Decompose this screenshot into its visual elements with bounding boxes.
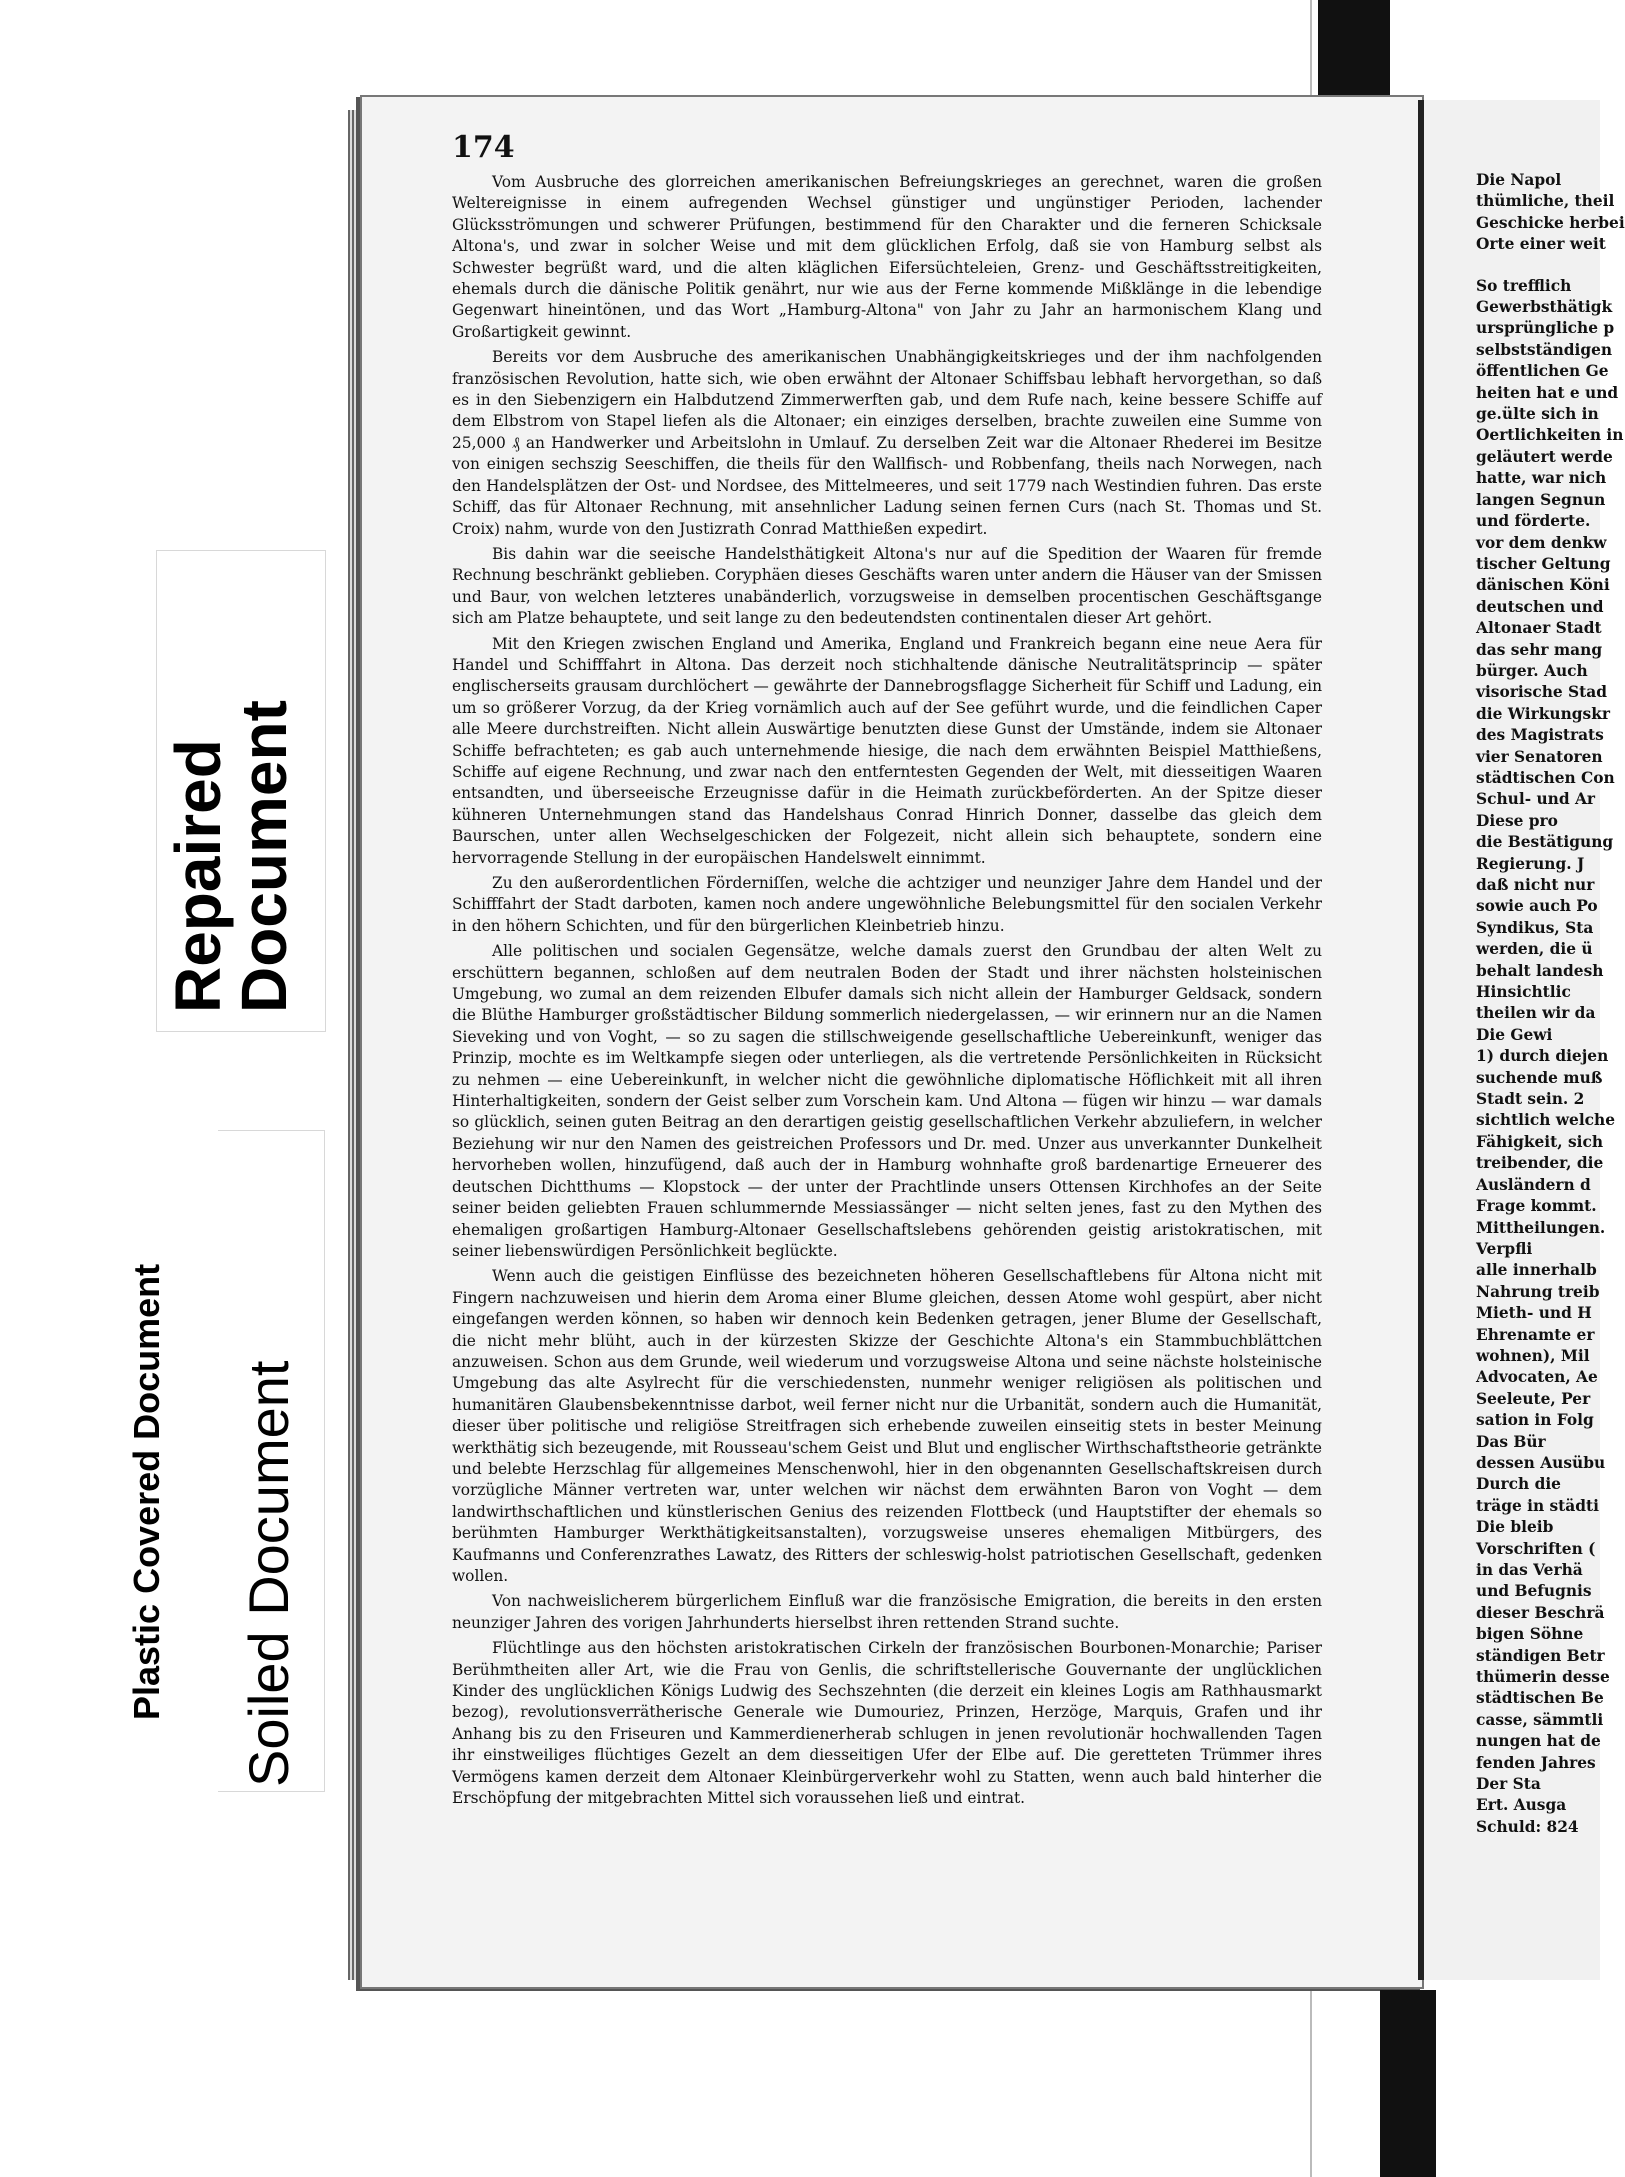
right-page-line: städtischen Con xyxy=(1476,768,1615,787)
right-page-line: deutschen und xyxy=(1476,597,1604,616)
repaired-document-tab xyxy=(156,550,326,1032)
right-page-line: Der Sta xyxy=(1476,1775,1541,1794)
right-page-line: sation in Folg xyxy=(1476,1411,1594,1430)
right-page-line: Ehrenamte er xyxy=(1476,1325,1595,1344)
right-page-line: Syndikus, Sta xyxy=(1476,918,1594,937)
right-page-line: die Bestätigung xyxy=(1476,833,1614,852)
right-page-line: hatte, war nich xyxy=(1476,469,1607,488)
right-page-line xyxy=(1476,256,1600,276)
soiled-document-label: Soiled Document xyxy=(237,1360,300,1787)
right-page-line: wohnen), Mil xyxy=(1476,1346,1590,1365)
right-page-line: treibender, die xyxy=(1476,1154,1604,1173)
right-page-line: Verpfli xyxy=(1476,1239,1533,1258)
right-page-line: Durch die xyxy=(1476,1475,1561,1494)
right-page-line: öffentlichen Ge xyxy=(1476,362,1609,381)
paragraph: Wenn auch die geistigen Einflüsse des bezeichneten höheren Gesellschaftlebens für Altona nicht mit Fingern nachzuweisen und hierin dem Aroma einer Blume gleichen, dessen Atome wohl gespürt, aber nicht eingefangen werden können, so haben wir dennoch kein Bedenken getragen, jener Blume der Gesellschaft, die nicht mehr blüht, auch in der kürzesten Skizze der Geschichte Altona's ein Stammbuchblättchen anzuweisen. Schon aus dem Grunde, weil wiederum und vorzugsweise Altona und seine nächste holsteinische Umgebung das alte Asylrecht für die verschiedensten, nunmehr weniger religiösen als politischen und humanitären Glaubensbekenntnisse darbot, weil ferner nicht nur die Urbanität, sondern auch die Humanität, dieser über politische und religiöse Streitfragen sich erhebende zuweilen einseitig stets in bester Meinung werkthätig sich bezeugende, mit Rousseau'schem Geist und Blut und englischer Wirthschaftstheorie getränkte und belebte Herzschlag für allgemeines Menschenwohl, hier in den obgenannten Gesellschaftskreisen durch vorzügliche Männer vertreten war, unter welchen wir nächst dem erwähnten Baron von Voght — dem landwirthschaftlichen und künstlerischen Genius des reizenden Flottbeck (und Hauptstifter der ehemals so berühmten Hamburger Werkthätigkeitsanstalten), vorzugsweise unseres ehemaligen Mitbürgers, des Kaufmanns und Conferenzrathes Lawatz, des Ritters der schleswig-holst patriotischen Gesellschaft, gedenken wollen. xyxy=(452,1267,1322,1585)
right-page-line: Stadt sein. 2 xyxy=(1476,1090,1585,1109)
right-page-line: 1) durch diejen xyxy=(1476,1047,1609,1066)
right-page-line: in das Verhä xyxy=(1476,1561,1583,1579)
right-page-line: heiten hat e und xyxy=(1476,383,1619,402)
right-page-line: träge in städti xyxy=(1476,1496,1599,1515)
paragraph: Zu den außerordentlichen Förderniſſen, welche die achtziger und neunziger Jahre dem Handel und der Schifffahrt der Stadt darboten, kamen noch andere ungewöhnliche Belebungsmittel für den socialen Verkehr in den höhern Schichten, und für den bürgerlichen Kleinbetrieb hinzu. xyxy=(452,874,1322,935)
right-page-line: Die Gewi xyxy=(1476,1025,1553,1044)
right-page-line: Nahrung treib xyxy=(1476,1282,1600,1301)
right-page-line: Mittheilungen. xyxy=(1476,1218,1606,1237)
right-page-line: langen Segnun xyxy=(1476,490,1606,509)
right-page-line: ständigen Betr xyxy=(1476,1646,1605,1665)
right-page-line: Ausländern d xyxy=(1476,1175,1591,1194)
right-page-line: Altonaer Stadt xyxy=(1476,619,1602,638)
right-page-line: Regierung. J xyxy=(1476,854,1585,873)
right-page-line: Ert. Ausga xyxy=(1476,1796,1567,1815)
right-page-line: thümerin desse xyxy=(1476,1668,1610,1687)
paragraph: Mit den Kriegen zwischen England und Amerika, England und Frankreich begann eine neue Aera für Handel und Schifffahrt in Altona. Das derzeit noch stichhaltende dänische Neutralitätsprincip — später englischerseits grausam durchlöchert — gewährte der Dannebrogsflagge Sicherheit für Schiff und Ladung, ein um so größerer Vorzug, da der Krieg vornämlich auch auf der See geführt wurde, und die feindlichen Caper alle Meere durchstreiften. Nicht allein Auswärtige benutzten diese Gunst der Umstände, indem sie Altonaer Schiffe befrachteten; es gab auch unternehmende hiesige, die nach dem erwähnten Beispiel Matthießens, Schiffe auf eigene Rechnung, und zwar nach den entferntesten Gegenden der Welt, mit diesseitigen Waaren entsandten, und überseeische Erzeugnisse dafür in die Heimath zurückbeförderten. An der Spitze dieser kühneren Unternehmungen stand das Handelshaus Conrad Hinrich Donner, dasselbe das gleich dem Baurschen, unter allen Wechselgeschicken der Folgezeit, nicht allein sich behauptete, sondern eine hervorragende Stellung in der europäischen Handelswelt einnimmt. xyxy=(452,634,1322,867)
right-page-line: daß nicht nur xyxy=(1476,876,1595,894)
right-page-line: Oertlichkeiten in xyxy=(1476,426,1624,445)
paragraph: Flüchtlinge aus den höchsten aristokratischen Cirkeln der französischen Bourbonen-Monarchie; Pariser Berühmtheiten aller Art, wie die Frau von Genlis, die schriftstellerische Gouvernante der unglücklichen Kinder des unglücklichen Königs Ludwig des Sechszehnten (die derzeit ein kleines Logis am Rathhausmarkt bezog), revolutionsverrätherische Generale wie Dumouriez, Prinzen, Herzöge, Marquis, Grafen und ihr Anhang bis zu den Friseuren und Kammerdienerherab schlugen in jenen revolutionär hochwallenden Tagen ihr einstweiliges flüchtiges Gezelt an dem diesseitigen Ufer der Elbe auf. Die geretteten Trümmer ihres Vermögens kamen derzeit dem Altonaer Kleinbürgerverkehr wohl zu Statten, wenn auch bald hinterher die Erschöpfung der mitgebrachten Mittel sich voraussehen ließ und eintrat. xyxy=(452,1639,1322,1808)
right-page-line: Advocaten, Ae xyxy=(1476,1368,1598,1387)
right-page-line: suchende muß xyxy=(1476,1068,1603,1087)
page-number: 174 xyxy=(452,130,515,165)
right-page-text xyxy=(1476,170,1625,1838)
scanner-background xyxy=(0,0,330,2177)
plastic-covered-label: Plastic Covered Document xyxy=(126,1263,167,1720)
right-page-line: ursprüngliche p xyxy=(1476,319,1615,338)
right-page-line: Schul- und Ar xyxy=(1476,790,1596,809)
right-page-line: ge.ülte sich in xyxy=(1476,405,1599,424)
right-page-line: sichtlich welche xyxy=(1476,1111,1616,1130)
right-page-line: vor dem denkw xyxy=(1476,533,1607,552)
right-page-line: Frage kommt. xyxy=(1476,1197,1597,1216)
right-page-line: dieser Beschrä xyxy=(1476,1603,1605,1622)
paragraph: Bis dahin war die seeische Handelsthätigkeit Altona's nur auf die Spedition der Waaren für fremde Rechnung beschränkt geblieben. Coryphäen dieses Geschäfts waren unter andern die Häuser van der Smissen und Baur, von welchen letzteres unabänderlich, vorzugsweise in demselben procentischen Geschäftsgange sich am Platze behauptete, und seit lange zu den bedeutendsten continentalen dieser Art gehört. xyxy=(452,544,1322,628)
right-page-line: selbstständigen xyxy=(1476,340,1613,359)
right-page-line: Vorschriften ( xyxy=(1476,1539,1596,1558)
right-page-line: Schuld: 824 xyxy=(1476,1817,1579,1836)
right-page-line: Fähigkeit, sich xyxy=(1476,1132,1604,1151)
right-page-line: theilen wir da xyxy=(1476,1004,1596,1023)
plastic-covered-tab xyxy=(82,1130,200,1790)
right-page-line: Das Bür xyxy=(1476,1432,1546,1451)
paragraph: Von nachweislicherem bürgerlichem Einfluß war die französische Emigration, die bereits in den ersten neunziger Jahren des vorigen Jahrhunderts hierselbst ihren rettenden Strand suchte. xyxy=(452,1592,1322,1632)
right-page-line: thümliche, theil xyxy=(1476,192,1615,211)
right-page-line: Die Napol xyxy=(1476,171,1562,189)
right-page-line: bürger. Auch xyxy=(1476,661,1588,680)
right-page-line: bigen Söhne xyxy=(1476,1625,1584,1644)
soiled-document-tab xyxy=(218,1130,325,1792)
right-page-line: städtischen Be xyxy=(1476,1689,1604,1708)
right-page-line: werden, die ü xyxy=(1476,940,1593,959)
main-text-block xyxy=(452,172,1322,1972)
right-page-line: das sehr mang xyxy=(1476,640,1603,659)
right-page-line: Orte einer weit xyxy=(1476,235,1606,254)
right-page-line: und Befugnis xyxy=(1476,1582,1592,1601)
right-page-line: alle innerhalb xyxy=(1476,1261,1597,1280)
repaired-document-label: Repaired Document xyxy=(162,700,300,1013)
right-page-line: und förderte. xyxy=(1476,512,1591,531)
right-page-line: behalt landesh xyxy=(1476,961,1604,980)
right-page-line: Die bleib xyxy=(1476,1518,1554,1537)
paragraph: Bereits vor dem Ausbruche des amerikanischen Unabhängigkeitskrieges und der ihm nachfolgenden französischen Revolution, hatte sich, wie oben erwähnt der Altonaer Schiffsbau lebhaft hervorgethan, so daß es in den Siebenzigern ein Halbdutzend Zimmerwerften gab, und dem Rufe nach, keine bessere Schiffe auf dem Elbstrom von Stapel liefen als die Altonaer; ein einziges derselben, brachte zuweilen eine Summe von 25,000 ₰ an Handwerker und Arbeitslohn in Umlauf. Zu derselben Zeit war die Altonaer Rhederei im Besitze von einigen sechszig Seeschiffen, die theils für den Wallfisch- und Robbenfang, theils nach Norwegen, nach den Handelsplätzen der Ost- und Nordsee, des Mittelmeeres, und seit 1779 nach Westindien fuhren. Das erste Schiff, das für Altonaer Rechnung, mit ansehnlicher Ladung seinen fernen Curs (nach St. Thomas und St. Croix) nahm, wurde von den Justizrath Conrad Matthießen expedirt. xyxy=(452,348,1322,538)
right-page-line: die Wirkungskr xyxy=(1476,704,1610,723)
right-page-line: Gewerbsthätigk xyxy=(1476,298,1613,317)
right-page-line: Seeleute, Per xyxy=(1476,1389,1591,1408)
scanner-clip-bottom xyxy=(1380,1990,1436,2177)
right-page-line: fenden Jahres xyxy=(1476,1753,1596,1772)
right-page-line: vier Senatoren xyxy=(1476,747,1603,766)
right-page-line: des Magistrats xyxy=(1476,726,1604,745)
right-page-line: casse, sämmtli xyxy=(1476,1710,1604,1729)
right-page-line: dessen Ausübu xyxy=(1476,1453,1606,1472)
scanner-clip-top xyxy=(1318,0,1390,110)
right-page-line: Geschicke herbei xyxy=(1476,213,1625,232)
right-page-line: tischer Geltung xyxy=(1476,554,1611,573)
right-page-line: Diese pro xyxy=(1476,811,1558,830)
paragraph: Alle politischen und socialen Gegensätze, welche damals zuerst den Grundbau der alten Welt zu erschüttern begannen, schloßen auf dem neutralen Boden der Stadt und ihrer nächsten holsteinischen Umgebung, wo zumal an dem reizenden Elbufer damals sich nicht allein der Hamburger Geldsack, sondern die Blüthe Hamburger großstädtischer Bildung sommerlich niedergelassen, — wir erinnern nur an die Namen Sieveking und von Voght, — so zu sagen die stillschweigende gesellschaftliche Uebereinkunft, weniger das Prinzip, mochte es im Weltkampfe siegen oder unterliegen, als die vertretende Persönlichkeiten in Rücksicht zu nehmen — eine Uebereinkunft, in welcher nicht die gewöhnliche diplomatische Höflichkeit mit all ihren Hinterhaltigkeiten, sondern der Geist selber zum Vorschein kam. Und Altona — fügen wir hinzu — war damals so glücklich, seinen guten Beitrag an den derartigen geistig gesellschaftlichen Verkehr abzuliefern, in welcher Beziehung wir nur den Namen des geistreichen Professors und Dr. med. Unzer aus unverkannter Dunkelheit hervorheben wollen, hinzufügend, daß auch der in Hamburg wohnhafte groß bardenartige Erneuerer des deutschen Dichtthums — Klopstock — der unter der Prachtlinde unsers Ottensen Kirchhofes an der Seite seiner beiden geliebten Frauen schlummernde Messiassänger — nicht selten jenes, fast zu den Mythen des ehemaligen großartigen Hamburg-Altonaer Gesellschaftslebens gehörenden geistig aristokratischen, mit seiner liebenswürdigen Persönlichkeit beglückte. xyxy=(452,942,1322,1260)
right-page-line: geläutert werde xyxy=(1476,447,1613,466)
paragraph: Vom Ausbruche des glorreichen amerikanischen Befreiungskrieges an gerechnet, waren die großen Weltereignisse in einem aufregenden Wechsel günstiger und ungünstiger Perioden, lachender Glücksströmungen und schwerer Prüfungen, bestimmend für den Charakter und die ferneren Schicksale Altona's, und zwar in solcher Weise und mit dem glücklichen Erfolg, daß sie von Hamburg selbst als Schwester begrüßt ward, und die alten kläglichen Eifersüchteleien, Grenz- und Geschäftsstreitigkeiten, ehemals durch die dänische Politik genährt, nur wie aus der Ferne kommende Mißklänge in die lebendige Gegenwart hineintönen, und das Wort „Hamburg-Altona" von Jahr zu Jahr an harmonischem Klang und Großartigkeit gewinnt. xyxy=(452,173,1322,341)
right-page-line: sowie auch Po xyxy=(1476,897,1598,916)
right-page-line: visorische Stad xyxy=(1476,683,1608,702)
right-page-line: So trefflich xyxy=(1476,276,1572,295)
right-page-line: Mieth- und H xyxy=(1476,1304,1592,1323)
right-page-line: nungen hat de xyxy=(1476,1732,1601,1751)
right-page-line: dänischen Köni xyxy=(1476,576,1610,595)
right-page-line: Hinsichtlic xyxy=(1476,983,1571,1002)
